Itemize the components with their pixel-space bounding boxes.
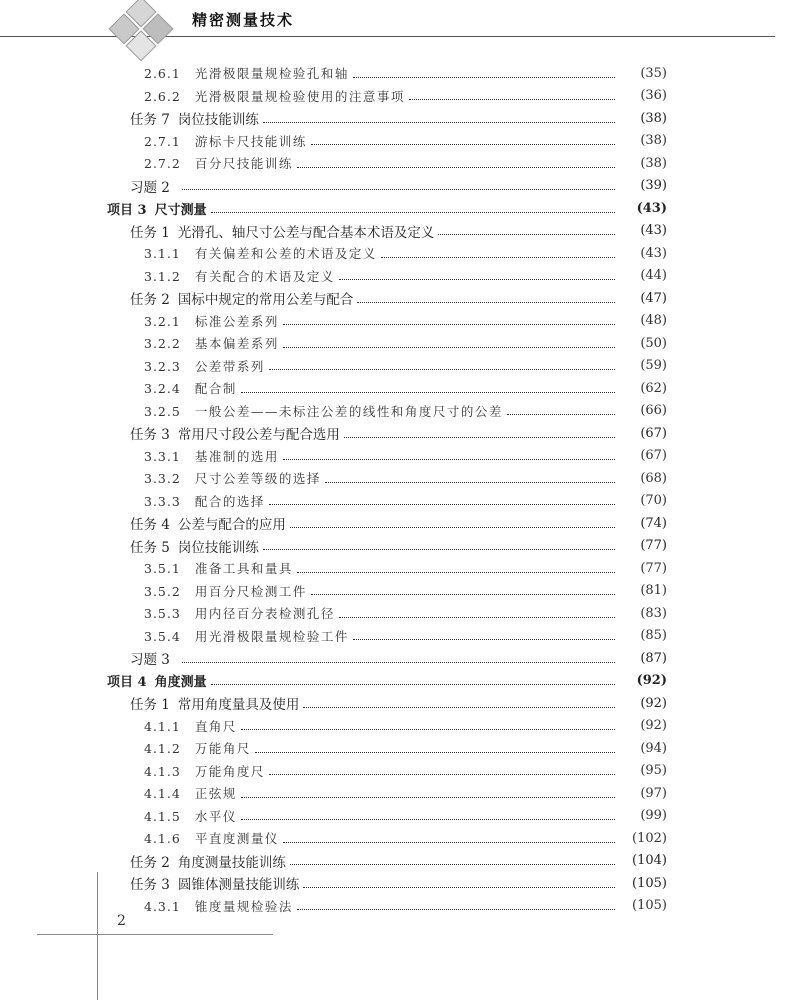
toc-entry-title: 平直度测量仪 [194, 831, 279, 847]
toc-entry-sub[interactable] [0, 310, 800, 333]
dot-leader [182, 189, 615, 190]
dot-leader [263, 122, 615, 123]
toc-entry-label [144, 64, 349, 82]
toc-entry-title: 用光滑极限量规检验工件 [194, 628, 349, 644]
toc-entry-page: (66) [640, 403, 667, 419]
toc-entry-page: (38) [640, 155, 667, 171]
book-logo-icon [96, 0, 186, 62]
toc-entry-label [144, 87, 405, 105]
toc-entry-number: 4.1.4 [144, 786, 181, 802]
toc-entry-title: 万能角度尺 [194, 763, 265, 779]
dot-leader [211, 684, 615, 685]
toc-entry-title: 一般公差——未标注公差的线性和角度尺寸的公差 [194, 403, 503, 419]
toc-entry-label [107, 199, 207, 218]
toc-entry-page: (102) [632, 830, 667, 846]
toc-entry-page: (38) [640, 133, 667, 149]
toc-entry-page: (38) [640, 110, 667, 126]
toc-entry-task[interactable] [0, 850, 800, 873]
toc-entry-number: 3.5.4 [144, 628, 181, 644]
dot-leader [409, 99, 615, 100]
dot-leader [438, 234, 615, 235]
toc-entry-title: 岗位技能训练 [177, 112, 259, 129]
toc-entry-page: (47) [640, 290, 667, 306]
toc-entry-page: (92) [640, 695, 667, 711]
dot-leader [311, 144, 615, 145]
toc-entry-sub[interactable] [0, 445, 800, 468]
toc-entry-title: 百分尺技能训练 [194, 156, 293, 172]
toc-entry-sub[interactable] [0, 805, 800, 828]
toc-entry-number: 项目 4 [107, 675, 147, 691]
toc-entry-page: (92) [640, 718, 667, 734]
toc-entry-page: (59) [640, 358, 667, 374]
toc-entry-label [144, 469, 321, 487]
toc-entry-number: 3.3.2 [144, 471, 181, 487]
toc-entry-number: 任务 1 [130, 224, 170, 241]
toc-entry-page: (70) [640, 493, 667, 509]
toc-entry-title: 公差带系列 [194, 358, 265, 374]
toc-entry-number: 3.5.3 [144, 606, 181, 622]
toc-entry-label [144, 492, 265, 510]
toc-entry-sub[interactable] [0, 827, 800, 850]
toc-entry-number: 任务 5 [130, 539, 170, 556]
toc-entry-title: 万能角尺 [194, 741, 251, 757]
toc-entry-number: 2.7.1 [144, 133, 181, 149]
toc-entry-title: 尺寸公差等级的选择 [194, 471, 321, 487]
dot-leader [269, 504, 615, 505]
toc-entry-number: 习题 3 [130, 652, 170, 669]
toc-entry-label [130, 513, 286, 533]
toc-entry-page: (67) [640, 448, 667, 464]
toc-entry-number: 任务 3 [130, 877, 170, 894]
toc-entry-number: 2.6.2 [144, 88, 181, 104]
toc-entry-title: 光滑极限量规检验使用的注意事项 [194, 88, 405, 104]
toc-entry-label [144, 604, 335, 622]
toc-entry-label [144, 762, 265, 780]
toc-entry-number: 3.1.1 [144, 246, 181, 262]
toc-entry-label [144, 154, 293, 172]
toc-entry-page: (77) [640, 538, 667, 554]
dot-leader [283, 324, 615, 325]
toc-entry-page: (67) [640, 425, 667, 441]
toc-entry-number: 4.3.1 [144, 898, 181, 914]
toc-entry-title: 光滑极限量规检验孔和轴 [194, 66, 349, 82]
toc-entry-exercise[interactable] [0, 175, 800, 198]
toc-entry-task[interactable] [0, 512, 800, 535]
toc-entry-task[interactable] [0, 535, 800, 558]
toc-entry-title: 配合的选择 [194, 493, 265, 509]
dot-leader [255, 752, 615, 753]
toc-entry-page: (83) [640, 605, 667, 621]
toc-entry-page: (81) [640, 583, 667, 599]
toc-entry-number: 任务 1 [130, 697, 170, 714]
toc-entry-label [144, 739, 251, 757]
toc-entry-number: 3.2.5 [144, 403, 181, 419]
toc-entry-sub[interactable] [0, 377, 800, 400]
book-title: 精密测量技术 [192, 11, 295, 29]
toc-entry-page: (94) [640, 740, 667, 756]
toc-entry-task[interactable] [0, 692, 800, 715]
toc-entry-label [144, 582, 307, 600]
toc-entry-number: 4.1.5 [144, 808, 181, 824]
toc-entry-label [130, 108, 259, 128]
toc-entry-label [130, 851, 286, 871]
toc-entry-label [144, 829, 279, 847]
toc-entry-sub[interactable] [0, 625, 800, 648]
toc-entry-label [144, 267, 335, 285]
dot-leader [241, 797, 615, 798]
toc-entry-page: (35) [640, 65, 667, 81]
toc-entry-title: 基本偏差系列 [194, 336, 279, 352]
dot-leader [353, 639, 615, 640]
toc-entry-sub[interactable] [0, 62, 800, 85]
toc-entry-page: (105) [632, 898, 667, 914]
toc-entry-label [130, 176, 178, 196]
toc-entry-title: 游标卡尺技能训练 [194, 133, 307, 149]
toc-entry-exercise[interactable] [0, 647, 800, 670]
toc-entry-sub[interactable] [0, 737, 800, 760]
toc-entry-page: (105) [632, 875, 667, 891]
toc-entry-title: 准备工具和量具 [194, 561, 293, 577]
dot-leader [241, 819, 615, 820]
toc-entry-title: 锥度量规检验法 [194, 898, 293, 914]
toc-entry-task[interactable] [0, 220, 800, 243]
toc-entry-page: (104) [632, 853, 667, 869]
toc-entry-label [107, 671, 207, 690]
dot-leader [283, 347, 615, 348]
toc-entry-label [130, 536, 259, 556]
toc-entry-sub[interactable] [0, 467, 800, 490]
toc-entry-number: 3.3.1 [144, 448, 181, 464]
toc-entry-number: 3.2.2 [144, 336, 181, 352]
toc-entry-number: 4.1.1 [144, 718, 181, 734]
dot-leader [344, 437, 615, 438]
toc-entry-page: (74) [640, 515, 667, 531]
toc-entry-title: 尺寸测量 [154, 202, 207, 218]
toc-entry-task[interactable] [0, 287, 800, 310]
toc-entry-number: 习题 2 [130, 179, 170, 196]
toc-entry-number: 3.3.3 [144, 493, 181, 509]
toc-entry-label [144, 627, 349, 645]
dot-leader [339, 279, 615, 280]
dot-leader [311, 594, 615, 595]
toc-entry-number: 任务 7 [130, 112, 170, 129]
dot-leader [381, 257, 615, 258]
dot-leader [263, 549, 615, 550]
toc-entry-label [130, 221, 434, 241]
toc-entry-sub[interactable] [0, 332, 800, 355]
toc-entry-sub[interactable] [0, 242, 800, 265]
toc-entry-number: 3.5.2 [144, 583, 181, 599]
toc-entry-title: 常用尺寸段公差与配合选用 [177, 427, 340, 444]
toc-entry-title: 标准公差系列 [194, 313, 279, 329]
toc-entry-label [144, 132, 307, 150]
dot-leader [241, 392, 615, 393]
toc-entry-page: (50) [640, 335, 667, 351]
toc-entry-title: 圆锥体测量技能训练 [177, 877, 300, 894]
toc-entry-title: 直角尺 [194, 718, 237, 734]
toc-entry-number: 3.2.3 [144, 358, 181, 374]
toc-entry-label [144, 559, 293, 577]
toc-entry-project[interactable] [0, 670, 800, 693]
toc-entry-number: 3.2.1 [144, 313, 181, 329]
toc-entry-label [144, 334, 279, 352]
toc-entry-page: (43) [640, 245, 667, 261]
toc-entry-label [144, 784, 237, 802]
page-number: 2 [117, 913, 126, 929]
footer-vertical-rule [97, 872, 98, 1000]
toc-entry-number: 3.1.2 [144, 268, 181, 284]
toc-entry-page: (77) [640, 560, 667, 576]
toc-entry-sub[interactable] [0, 490, 800, 513]
toc-entry-title: 用百分尺检测工件 [194, 583, 307, 599]
toc-entry-page: (92) [636, 673, 667, 689]
toc-entry-label [144, 312, 279, 330]
toc-entry-label [130, 693, 299, 713]
dot-leader [269, 369, 615, 370]
toc-entry-number: 3.2.4 [144, 381, 181, 397]
toc-entry-task[interactable] [0, 107, 800, 130]
toc-entry-sub[interactable] [0, 715, 800, 738]
toc-entry-page: (95) [640, 763, 667, 779]
toc-entry-title: 光滑孔、轴尺寸公差与配合基本术语及定义 [177, 224, 435, 241]
toc-entry-sub[interactable] [0, 85, 800, 108]
toc-entry-label [130, 288, 353, 308]
toc-entry-page: (62) [640, 380, 667, 396]
toc-entry-page: (36) [640, 88, 667, 104]
toc-entry-label [144, 807, 237, 825]
toc-entry-title: 公差与配合的应用 [177, 517, 286, 534]
dot-leader [303, 887, 615, 888]
dot-leader [283, 842, 615, 843]
toc-entry-number: 4.1.6 [144, 831, 181, 847]
toc-entry-label [144, 897, 293, 915]
toc-entry-label [130, 423, 340, 443]
toc-entry-sub[interactable] [0, 355, 800, 378]
toc-entry-title: 有关配合的术语及定义 [194, 268, 335, 284]
dot-leader [290, 527, 615, 528]
toc-entry-title: 有关偏差和公差的术语及定义 [194, 246, 377, 262]
dot-leader [297, 909, 615, 910]
toc-entry-title: 基准制的选用 [194, 448, 279, 464]
toc-entry-number: 任务 2 [130, 854, 170, 871]
toc-entry-number: 任务 3 [130, 427, 170, 444]
toc-entry-label [144, 402, 503, 420]
dot-leader [297, 167, 615, 168]
dot-leader [507, 414, 615, 415]
toc-entry-number: 2.7.2 [144, 156, 181, 172]
toc-entry-sub[interactable] [0, 760, 800, 783]
toc-entry-title: 配合制 [194, 381, 237, 397]
toc-entry-sub[interactable] [0, 580, 800, 603]
toc-entry-number: 2.6.1 [144, 66, 181, 82]
toc-entry-page: (43) [636, 200, 667, 216]
toc-entry-sub[interactable] [0, 265, 800, 288]
dot-leader [297, 572, 615, 573]
table-of-contents [0, 62, 800, 917]
toc-entry-page: (44) [640, 268, 667, 284]
toc-entry-page: (85) [640, 628, 667, 644]
toc-entry-number: 任务 2 [130, 292, 170, 309]
toc-entry-page: (68) [640, 470, 667, 486]
dot-leader [290, 864, 615, 865]
toc-entry-label [144, 447, 279, 465]
toc-entry-sub[interactable] [0, 602, 800, 625]
toc-entry-title: 水平仪 [194, 808, 237, 824]
toc-entry-title: 岗位技能训练 [177, 539, 259, 556]
footer-horizontal-rule [37, 934, 273, 935]
toc-entry-page: (39) [640, 178, 667, 194]
toc-entry-title: 用内径百分表检测孔径 [194, 606, 335, 622]
toc-entry-number: 4.1.2 [144, 741, 181, 757]
toc-entry-label [144, 357, 265, 375]
dot-leader [357, 302, 615, 303]
toc-entry-page: (99) [640, 808, 667, 824]
toc-entry-number: 项目 3 [107, 202, 147, 218]
toc-entry-title: 角度测量 [154, 675, 207, 691]
toc-entry-sub[interactable] [0, 130, 800, 153]
dot-leader [325, 482, 615, 483]
toc-entry-project[interactable] [0, 197, 800, 220]
toc-entry-sub[interactable] [0, 557, 800, 580]
toc-entry-title: 常用角度量具及使用 [177, 697, 300, 714]
toc-entry-page: (87) [640, 650, 667, 666]
toc-entry-label [130, 648, 178, 668]
toc-entry-sub[interactable] [0, 400, 800, 423]
toc-entry-label [144, 717, 237, 735]
toc-entry-label [144, 244, 377, 262]
dot-leader [211, 212, 615, 213]
toc-entry-label [144, 379, 237, 397]
toc-entry-number: 3.5.1 [144, 561, 181, 577]
dot-leader [241, 729, 615, 730]
dot-leader [283, 459, 615, 460]
toc-entry-task[interactable] [0, 872, 800, 895]
toc-entry-title: 国标中规定的常用公差与配合 [177, 292, 354, 309]
toc-entry-sub[interactable] [0, 152, 800, 175]
toc-entry-sub[interactable] [0, 782, 800, 805]
toc-entry-title: 正弦规 [194, 786, 237, 802]
dot-leader [303, 707, 615, 708]
toc-entry-page: (48) [640, 313, 667, 329]
dot-leader [182, 662, 615, 663]
toc-entry-title: 角度测量技能训练 [177, 854, 286, 871]
dot-leader [269, 774, 615, 775]
toc-entry-number: 4.1.3 [144, 763, 181, 779]
toc-entry-number: 任务 4 [130, 517, 170, 534]
dot-leader [339, 617, 615, 618]
toc-entry-page: (97) [640, 785, 667, 801]
dot-leader [353, 77, 615, 78]
toc-entry-page: (43) [640, 223, 667, 239]
toc-entry-label [130, 873, 299, 893]
toc-entry-task[interactable] [0, 422, 800, 445]
